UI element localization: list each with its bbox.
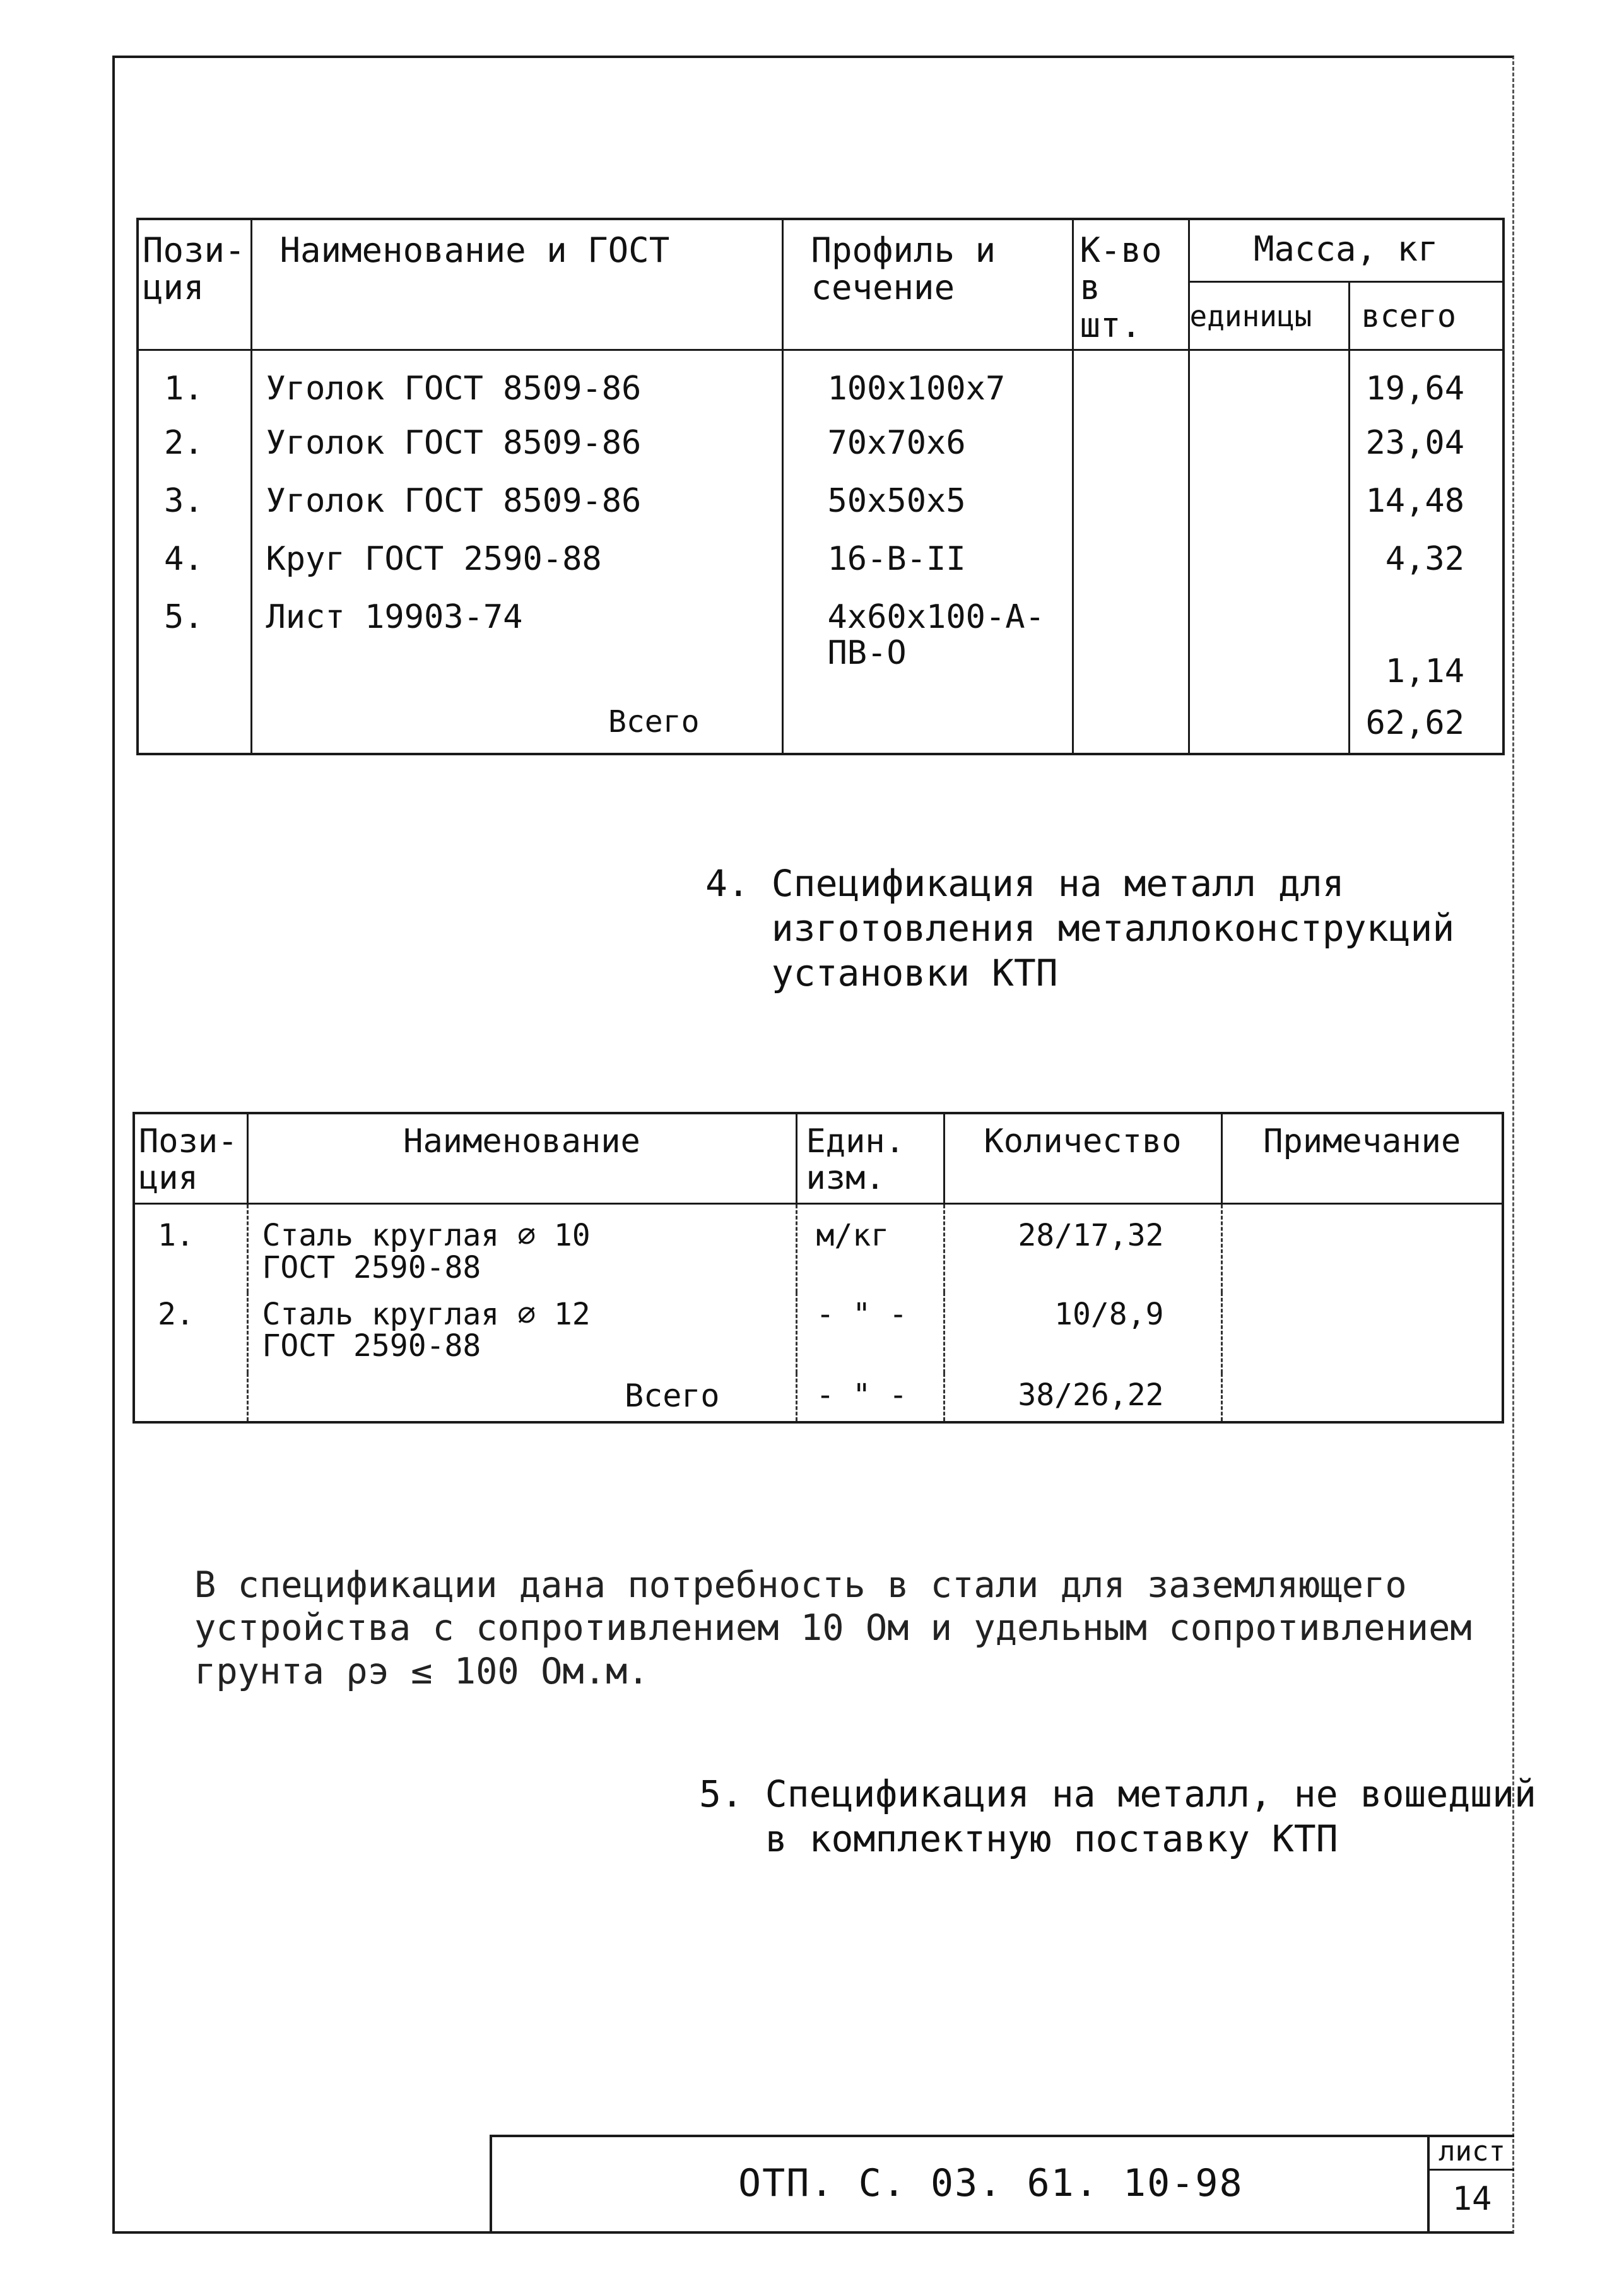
cell-qty [1073, 697, 1189, 754]
header-position: Пози- ция [138, 219, 251, 350]
header-mass: Масса, кг [1189, 219, 1503, 282]
cell-quantity: 28/17,32 [944, 1204, 1221, 1292]
header-name: Наименование [247, 1113, 796, 1204]
sheet-box [1427, 2135, 1514, 2234]
cell-profile: 50x50x5 [782, 475, 1073, 533]
cell-qty [1073, 350, 1189, 416]
cell-unit-mass [1189, 533, 1349, 591]
cell-name: Сталь круглая ⌀ 10 ГОСТ 2590-88 [247, 1204, 796, 1292]
cell-pos [134, 1373, 247, 1423]
cell-name: Уголок ГОСТ 8509-86 [251, 475, 782, 533]
cell-name: Уголок ГОСТ 8509-86 [251, 350, 782, 416]
header-position: Пози- ция [134, 1113, 247, 1204]
table-row [138, 533, 1503, 591]
cell-unit-mass [1189, 697, 1349, 754]
header-name: Наименование и ГОСТ [251, 219, 782, 350]
header-quantity: Количество [944, 1113, 1221, 1204]
cell-pos: 1. [134, 1204, 247, 1292]
table-row [134, 1292, 1503, 1373]
cell-pos: 3. [138, 475, 251, 533]
total-label: Всего [247, 1373, 796, 1423]
total-quantity: 38/26,22 [944, 1373, 1221, 1423]
cell-unit-mass [1189, 350, 1349, 416]
metal-spec-table [136, 218, 1505, 755]
cell-quantity: 10/8,9 [944, 1292, 1221, 1373]
table-row [134, 1204, 1503, 1292]
cell-total-mass: 19,64 [1349, 350, 1503, 416]
cell-qty [1073, 475, 1189, 533]
cell-unit: - " - [796, 1292, 944, 1373]
cell-total-mass: 14,48 [1349, 475, 1503, 533]
table-row [138, 475, 1503, 533]
total-value: 62,62 [1349, 697, 1503, 754]
cell-name: Лист 19903-74 [251, 591, 782, 697]
table-row [138, 350, 1503, 416]
cell-pos [138, 697, 251, 754]
cell-name: Круг ГОСТ 2590-88 [251, 533, 782, 591]
cell-profile: 16-В-II [782, 533, 1073, 591]
sheet-number: 14 [1452, 2180, 1492, 2218]
cell-unit: м/кг [796, 1204, 944, 1292]
cell-qty [1073, 591, 1189, 697]
cell-profile: 70x70x6 [782, 416, 1073, 475]
cell-qty [1073, 416, 1189, 475]
cell-pos: 2. [134, 1292, 247, 1373]
cell-pos: 2. [138, 416, 251, 475]
cell-pos: 4. [138, 533, 251, 591]
cell-unit-mass [1189, 416, 1349, 475]
caption-4: 4. Спецификация на металл для изготовления металлоконструкций установки КТП [705, 862, 1455, 994]
cell-total-mass: 4,32 [1349, 533, 1503, 591]
table-row [138, 416, 1503, 475]
total-row [138, 697, 1503, 754]
cell-pos: 5. [138, 591, 251, 697]
header-mass-unit: единицы [1189, 282, 1349, 350]
cell-note [1221, 1373, 1503, 1423]
header-qty: К-во в шт. [1073, 219, 1189, 350]
cell-total-mass: 23,04 [1349, 416, 1503, 475]
header-note: Примечание [1221, 1113, 1503, 1204]
document-code: ОТП. С. 03. 61. 10-98 [738, 2161, 1244, 2205]
header-unit: Един. изм. [796, 1113, 944, 1204]
cell-note [1221, 1292, 1503, 1373]
caption-5: 5. Спецификация на металл, не вошедший в комплектную поставку КТП [699, 1772, 1536, 1860]
cell-qty [1073, 533, 1189, 591]
cell-profile: 100x100x7 [782, 350, 1073, 416]
table-row [138, 591, 1503, 697]
grounding-note: В спецификации дана потребность в стали для заземляющего устройства с сопротивлением 10 Ом и удельным сопротивлением грунта ρэ ≤ 100 Ом.м. [194, 1564, 1472, 1692]
cell-name: Уголок ГОСТ 8509-86 [251, 416, 782, 475]
cell-unit-mass [1189, 475, 1349, 533]
cell-name: Сталь круглая ⌀ 12 ГОСТ 2590-88 [247, 1292, 796, 1373]
cell-total-mass: 1,14 [1349, 591, 1503, 697]
total-row [134, 1373, 1503, 1423]
cell-unit-mass [1189, 591, 1349, 697]
sheet-label: лист [1430, 2135, 1514, 2171]
grounding-steel-table [132, 1112, 1504, 1424]
total-label: Всего [251, 697, 782, 754]
cell-profile: 4x60x100-А- ПВ-О [782, 591, 1073, 697]
header-profile: Профиль и сечение [782, 219, 1073, 350]
total-unit: - " - [796, 1373, 944, 1423]
cell-pos: 1. [138, 350, 251, 416]
header-mass-total: всего [1349, 282, 1503, 350]
cell-note [1221, 1204, 1503, 1292]
cell-profile [782, 697, 1073, 754]
